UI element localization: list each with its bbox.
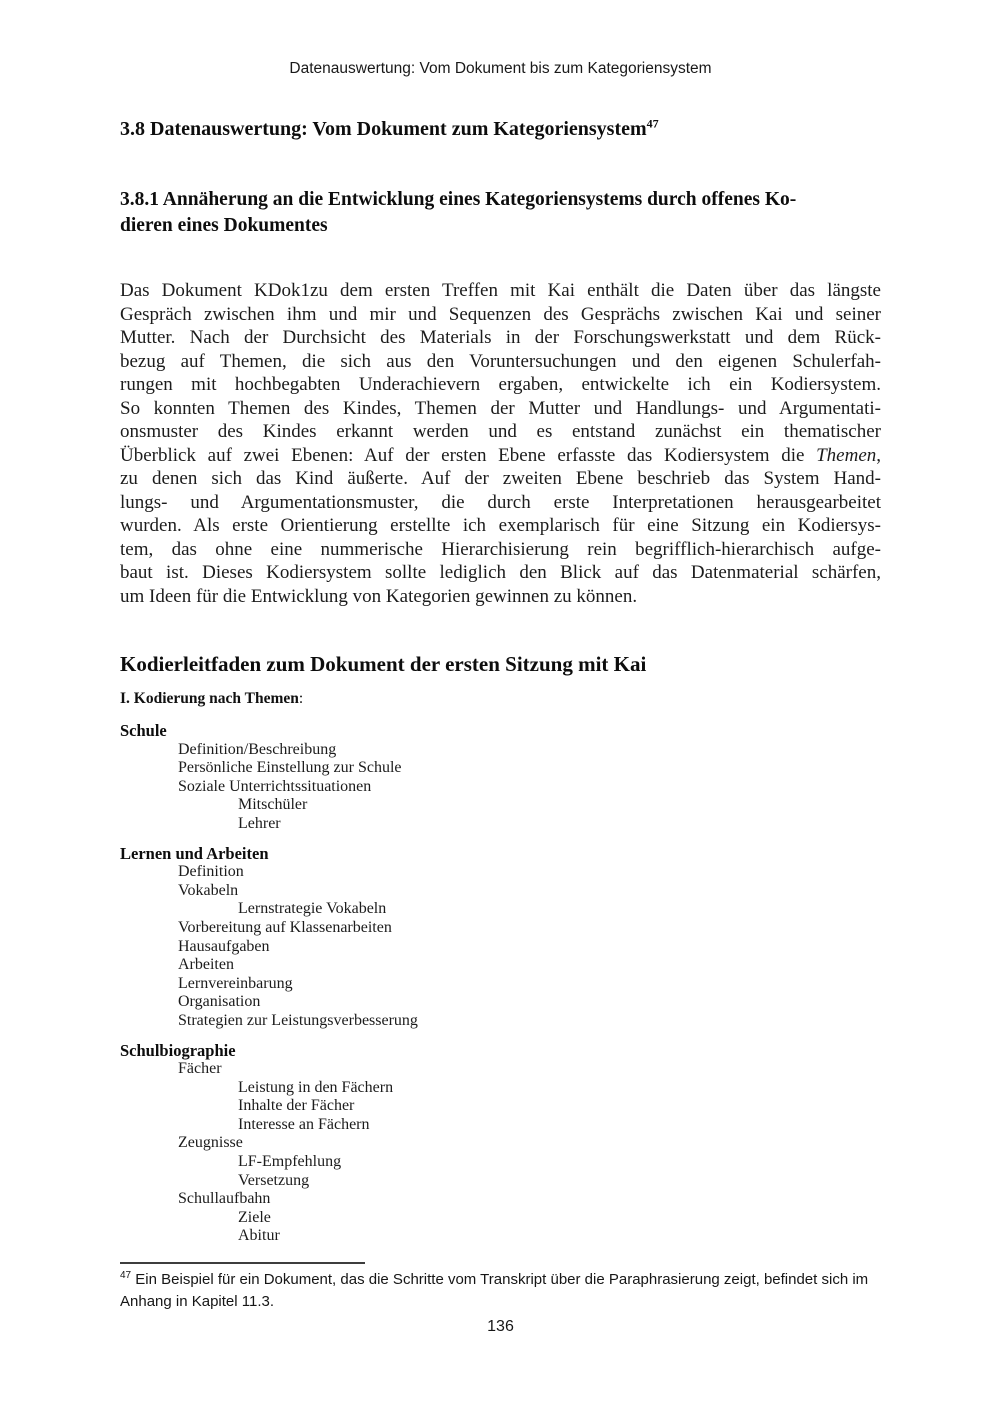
list-item: Fächer	[178, 1060, 222, 1078]
paragraph-line: baut ist. Dieses Kodiersystem sollte lediglich den Blick auf das Datenmaterial schärfen,	[120, 562, 881, 583]
paragraph-line: onsmuster des Kindes erkannt werden und es entstand zunächst ein thematischer	[120, 421, 881, 442]
kodierung-subtitle-colon: :	[298, 690, 304, 707]
list-item: Versetzung	[238, 1171, 310, 1189]
list-item: Definition/Beschreibung	[178, 740, 337, 758]
kodierleitfaden-title: Kodierleitfaden zum Dokument der ersten Sitzung mit Kai	[120, 652, 647, 676]
kodierung-subtitle-text: I. Kodierung nach Themen	[120, 690, 299, 707]
paragraph-line	[120, 444, 881, 468]
list-item: Hausaufgaben	[178, 937, 270, 955]
paragraph-line: Mutter. Nach der Durchsicht des Materials in der Forschungswerkstatt und dem Rück-	[120, 327, 881, 348]
paragraph-line: lungs- und Argumentationsmuster, die durch erste Interpretationen herausgearbeitet	[120, 491, 881, 513]
list-item: Vokabeln	[178, 881, 239, 899]
subsection-heading	[120, 187, 881, 239]
paragraph-line: rungen mit hochbegabten Underachievern ergaben, entwickelte ich ein Kodiersystem.	[120, 374, 881, 395]
list-item: Inhalte der Fächer	[238, 1097, 355, 1115]
list-item: Persönliche Einstellung zur Schule	[178, 759, 402, 777]
list-item: Zeugnisse	[178, 1134, 243, 1152]
list-item: Schullaufbahn	[178, 1190, 271, 1208]
list-item: Abitur	[238, 1227, 280, 1245]
paragraph-line: um Ideen für die Entwicklung von Kategorien gewinnen zu können.	[120, 585, 638, 607]
kodierung-subtitle	[120, 690, 881, 708]
list-item: Definition	[178, 863, 244, 881]
coding-group-schulbiographie	[120, 1042, 881, 1247]
group-header: Lernen und Arbeiten	[120, 843, 269, 863]
list-item: Lehrer	[238, 814, 281, 832]
list-item: Leistung in den Fächern	[238, 1078, 394, 1096]
list-item: Organisation	[178, 993, 261, 1011]
paragraph-line: wurden. Als erste Orientierung erstellte ich exemplarisch für eine Sitzung ein Kodiersys-	[120, 515, 881, 536]
list-item: Vorbereitung auf Klassenarbeiten	[178, 918, 392, 936]
footnote-ref: 47	[120, 1270, 132, 1282]
paragraph-line: Gespräch zwischen ihm und mir und Sequenzen des Gesprächs zwischen Kai und seiner	[120, 303, 881, 325]
coding-group-schule	[120, 722, 881, 834]
list-item: Interesse an Fächern	[238, 1115, 370, 1133]
list-item: Mitschüler	[238, 796, 308, 814]
list-item: Lernstrategie Vokabeln	[238, 900, 387, 918]
subsection-heading-line2: dieren eines Dokumentes	[120, 215, 328, 236]
group-header: Schulbiographie	[120, 1040, 236, 1060]
body-paragraph	[120, 279, 881, 608]
page-number: 136	[487, 1318, 514, 1336]
list-item: Strategien zur Leistungsverbesserung	[178, 1011, 418, 1029]
paragraph-line: Das Dokument KDok1zu dem ersten Treffen mit Kai enthält die Daten über das längste	[120, 280, 881, 301]
section-heading	[120, 118, 881, 141]
italic-term: Themen	[816, 444, 877, 466]
group-header: Schule	[120, 721, 167, 740]
list-item: Soziale Unterrichtssituationen	[178, 777, 372, 795]
footnote-text: Ein Beispiel für ein Dokument, das die Schritte vom Transkript über die Paraphrasierung zeigt, befindet sich im Anhang in Kapitel 11.3.	[120, 1271, 869, 1311]
paragraph-line: zu denen sich das Kind äußerte. Auf der zweiten Ebene beschrieb das System Hand-	[120, 468, 881, 489]
list-item: Lernvereinbarung	[178, 974, 293, 992]
footnote	[120, 1269, 881, 1313]
coding-group-lernen-und-arbeiten	[120, 845, 881, 1031]
paragraph-line: So konnten Themen des Kindes, Themen der Mutter und Handlungs- und Argumentati-	[120, 397, 881, 419]
paragraph-line: tem, das ohne eine nummerische Hierarchisierung rein begrifflich-hierarchisch aufge-	[120, 538, 881, 560]
running-header: Datenauswertung: Vom Dokument bis zum Kategoriensystem	[289, 60, 712, 77]
subsection-heading-line1: 3.8.1 Annäherung an die Entwicklung eines Kategoriensystems durch offenes Ko-	[120, 189, 797, 210]
footnote-reference-marker: 47	[646, 116, 659, 131]
list-item: LF-Empfehlung	[238, 1153, 342, 1171]
list-item: Ziele	[238, 1208, 271, 1226]
section-heading-text: 3.8 Datenauswertung: Vom Dokument zum Kategoriensystem	[120, 118, 647, 140]
paragraph-line-text: Überblick auf zwei Ebenen: Auf der ersten Ebene erfasste das Kodiersystem die	[120, 444, 817, 466]
paragraph-line: bezug auf Themen, die sich aus den Voruntersuchungen und den eigenen Schulerfah-	[120, 350, 881, 372]
list-item: Arbeiten	[178, 956, 234, 974]
footnote-separator	[120, 1262, 365, 1264]
paragraph-line-text: ,	[876, 444, 881, 466]
